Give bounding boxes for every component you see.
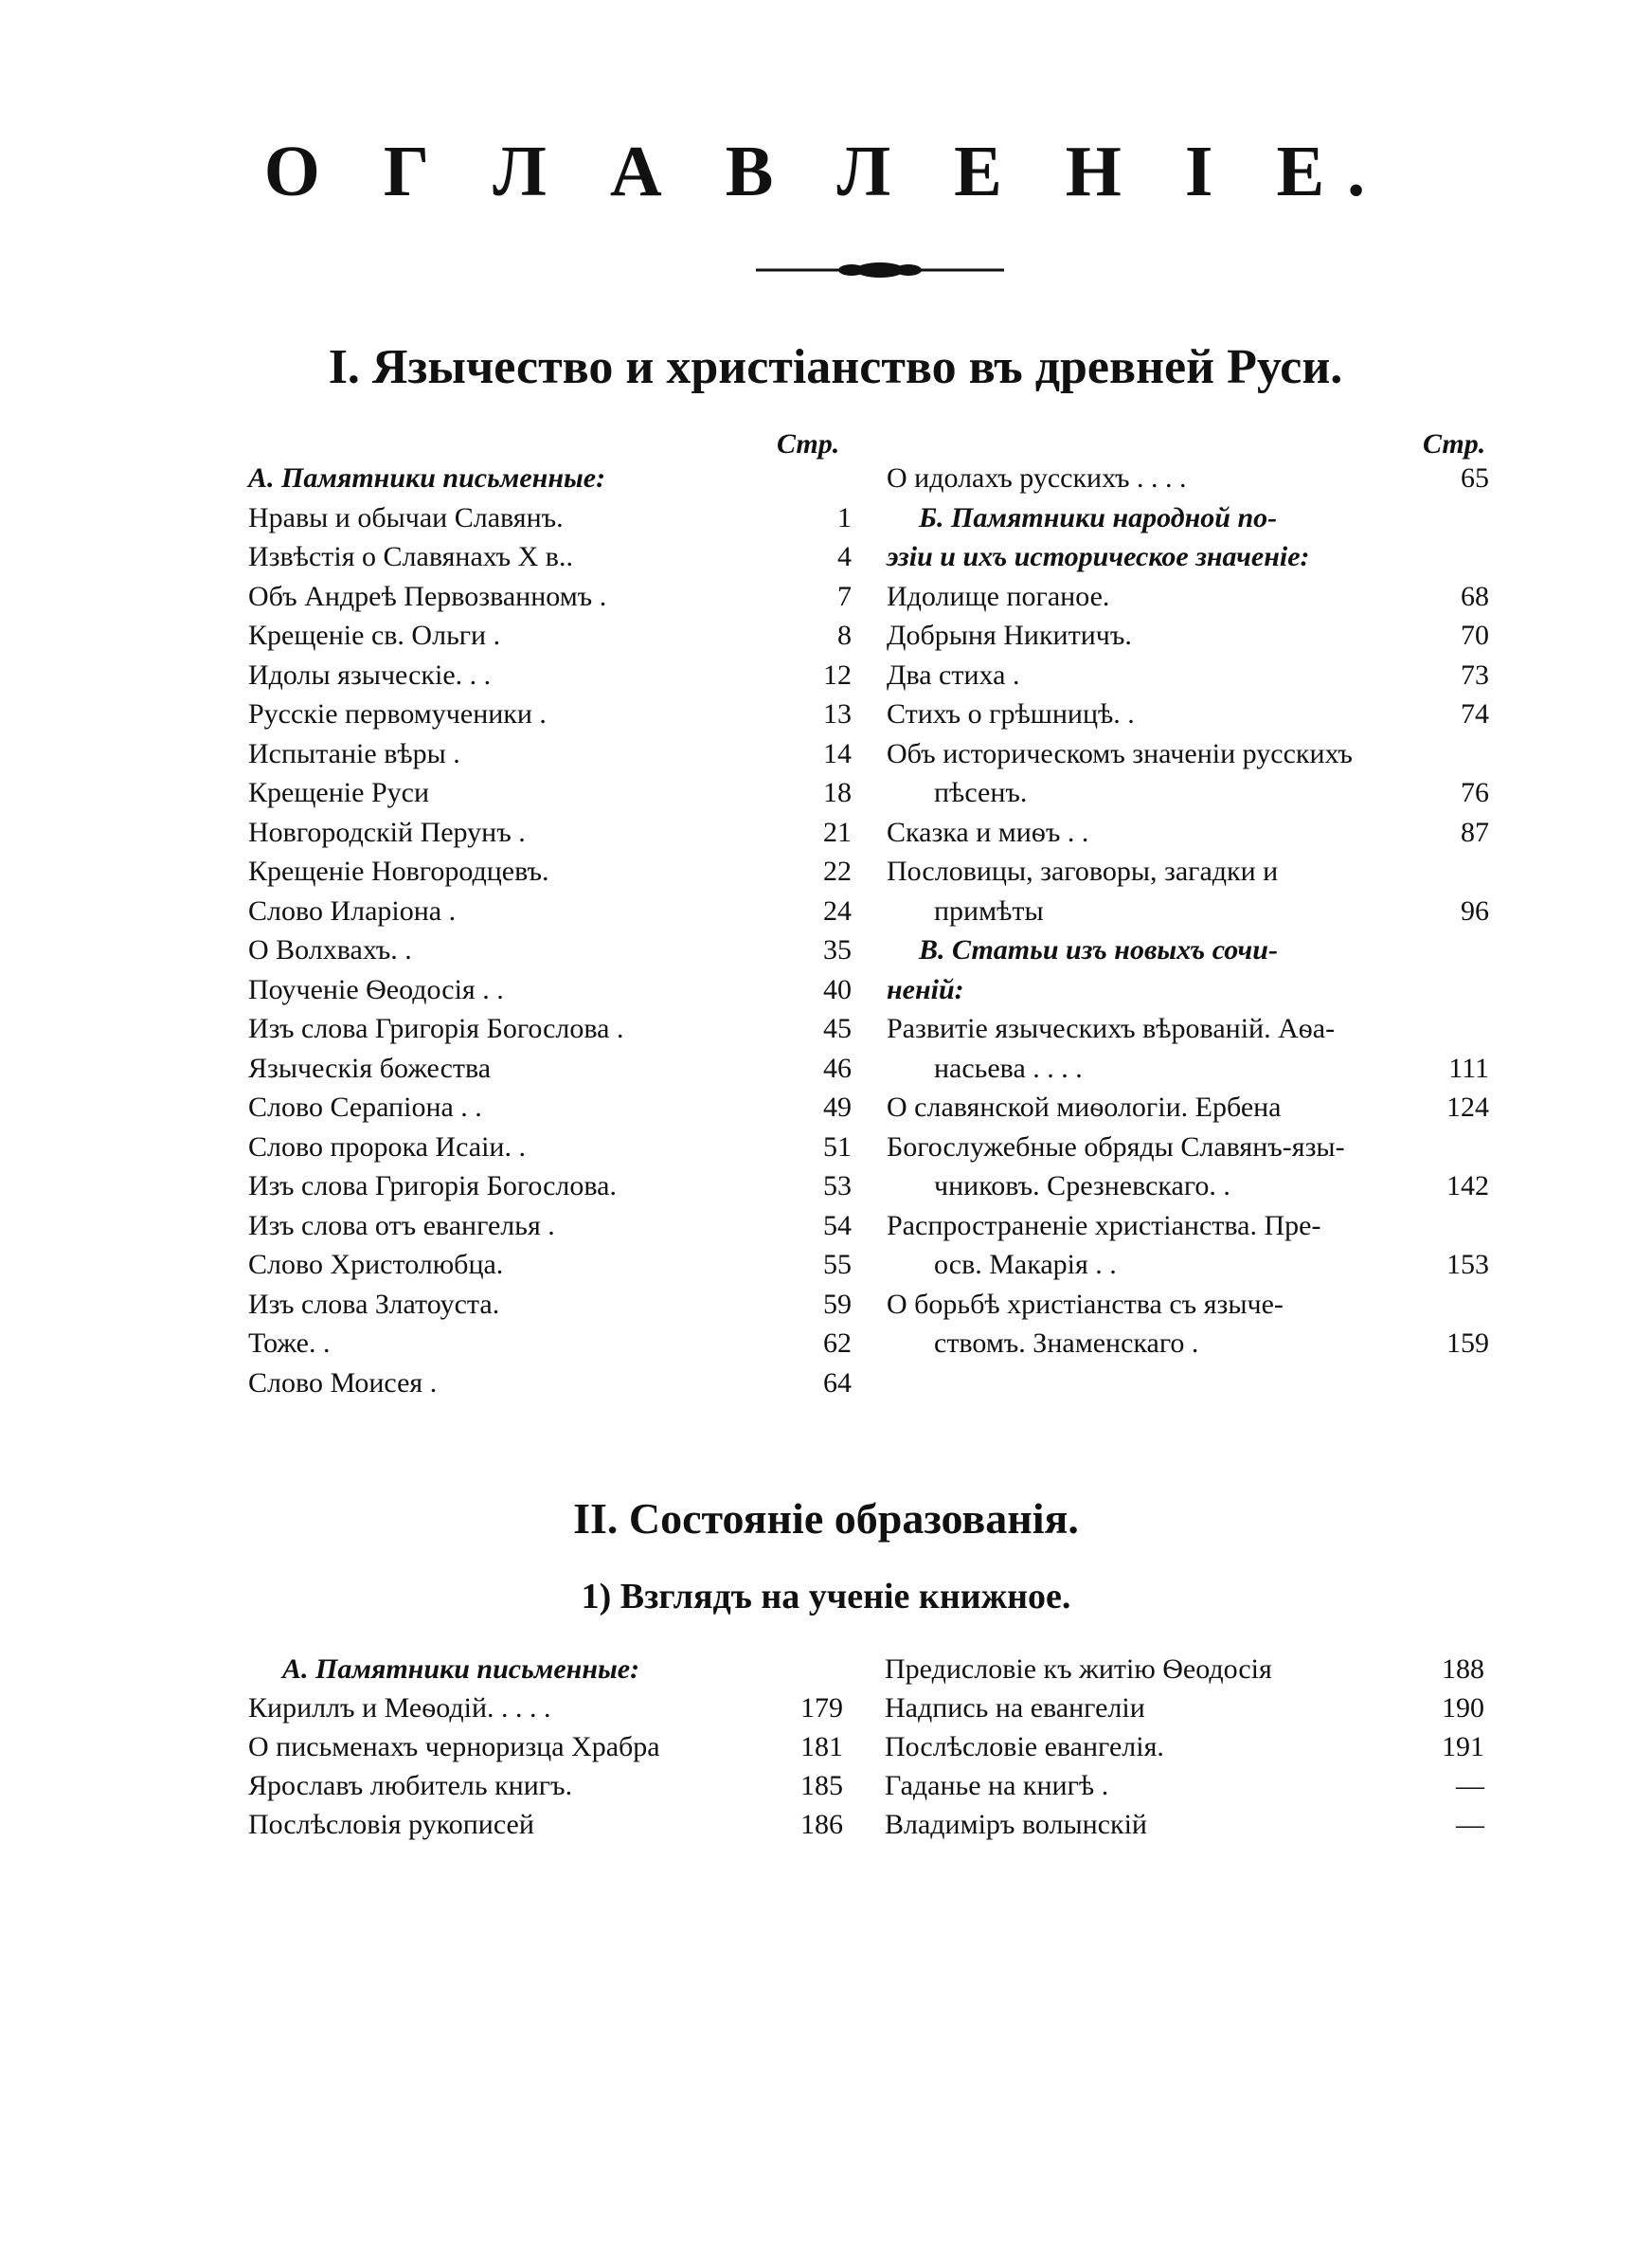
- toc-entry: [248, 656, 852, 695]
- toc-entry-page: 185: [800, 1770, 843, 1801]
- toc-entry-title: Изъ слова отъ евангелья .: [248, 1209, 555, 1241]
- toc-entry-page: 159: [1446, 1327, 1489, 1359]
- toc-entry: [248, 498, 852, 538]
- toc-entry-title: Стихъ о грѣшницѣ. .: [887, 698, 1135, 730]
- toc-entry-title: Объ Андреѣ Первозванномъ .: [248, 580, 607, 612]
- toc-entry: [887, 734, 1489, 774]
- page-title: О Г Л А В Л Е Н І Е.: [263, 132, 1389, 211]
- toc-subheading: [248, 1650, 843, 1688]
- toc-entry-title: О славянской миѳологіи. Ербена: [887, 1092, 1282, 1123]
- toc-entry-title: осв. Макарія . .: [934, 1249, 1117, 1280]
- toc-entry-page: 53: [823, 1170, 852, 1201]
- toc-entry-title: примѣты: [934, 894, 1044, 927]
- toc-entry-title: Испытаніе вѣры .: [248, 737, 460, 769]
- toc-entry: [885, 1766, 1484, 1805]
- toc-entry-page: 124: [1446, 1092, 1489, 1123]
- toc-entry: [885, 1727, 1484, 1766]
- toc-entry-page: 45: [823, 1013, 852, 1044]
- toc-entry-page: 46: [823, 1052, 852, 1084]
- toc-entry: [248, 577, 852, 617]
- toc-entry-title: О письменахъ черноризца Храбра: [248, 1731, 660, 1762]
- toc-entry: [887, 1245, 1489, 1285]
- toc-entry: [248, 1766, 843, 1805]
- toc-entry: [885, 1805, 1484, 1844]
- toc-entry-page: 181: [800, 1731, 843, 1762]
- toc-entry: [887, 1049, 1489, 1089]
- toc-entry-page: 74: [1461, 698, 1489, 730]
- toc-entry: [248, 1805, 843, 1844]
- toc-subheading: [887, 970, 1489, 1010]
- toc-entry-title: Б. Памятники народной по-: [919, 501, 1278, 533]
- toc-entry-title: Идолище поганое.: [887, 580, 1110, 612]
- toc-entry-title: эзіи и ихъ историческое значеніе:: [887, 541, 1310, 572]
- toc-entry: [887, 852, 1489, 892]
- toc-entry-title: Крещеніе Новгородцевъ.: [248, 856, 549, 887]
- toc-entry-title: Объ историческомъ значеніи русскихъ: [887, 737, 1353, 769]
- toc-entry: [248, 970, 852, 1010]
- toc-entry-title: пѣсенъ.: [934, 777, 1028, 808]
- toc-entry-page: 111: [1448, 1052, 1489, 1084]
- toc-entry-page: 7: [837, 580, 852, 612]
- toc-entry: [887, 1206, 1489, 1246]
- toc-entry-page: 188: [1442, 1653, 1484, 1685]
- ornament-divider: [756, 256, 1004, 284]
- toc-entry-page: 24: [823, 894, 852, 927]
- toc-entry-page: 13: [823, 698, 852, 730]
- toc-entry-page: 87: [1461, 816, 1489, 848]
- toc-entry-title: Гаданье на книгѣ .: [885, 1770, 1109, 1801]
- toc-entry-page: —: [1456, 1770, 1484, 1801]
- toc-entry: [248, 1688, 843, 1727]
- toc-entry: [248, 616, 852, 656]
- toc-entry: [248, 1285, 852, 1325]
- toc-entry-page: —: [1456, 1809, 1484, 1840]
- toc-entry: [248, 813, 852, 853]
- toc-entry: [248, 1166, 852, 1206]
- toc-entry-title: Языческія божества: [248, 1052, 492, 1084]
- toc-entry: [887, 459, 1489, 498]
- toc-entry-page: 1: [837, 501, 852, 533]
- toc-entry-page: 76: [1461, 777, 1489, 808]
- toc-entry-page: 142: [1446, 1170, 1489, 1201]
- toc-entry: [887, 1166, 1489, 1206]
- toc-entry-title: Распространеніе христіанства. Пре-: [887, 1209, 1321, 1241]
- toc-entry-title: Извѣстія о Славянахъ X в..: [248, 541, 573, 572]
- toc-entry-title: Кириллъ и Меѳодій. . . . .: [248, 1692, 551, 1724]
- toc-entry: [887, 892, 1489, 931]
- toc-entry-page: 96: [1461, 894, 1489, 927]
- toc-entry-title: Крещеніе Руси: [248, 777, 430, 808]
- toc-subheading: [887, 498, 1489, 538]
- toc-entry: [248, 1727, 843, 1766]
- section2-right-column: [885, 1650, 1484, 1844]
- toc-entry-title: Нравы и обычаи Славянъ.: [248, 501, 564, 533]
- toc-entry: [887, 1285, 1489, 1325]
- toc-entry-page: 8: [837, 620, 852, 651]
- toc-entry-page: 18: [823, 777, 852, 808]
- toc-entry-title: неній:: [887, 973, 964, 1005]
- toc-entry: [248, 695, 852, 734]
- toc-entry-page: 59: [823, 1288, 852, 1320]
- toc-entry: [887, 656, 1489, 695]
- page-column-label-right: Стр.: [1423, 428, 1486, 460]
- toc-entry: [887, 773, 1489, 813]
- toc-entry-title: Поученіе Ѳеодосія . .: [248, 973, 504, 1005]
- toc-entry: [887, 813, 1489, 853]
- toc-entry-title: ствомъ. Знаменскаго .: [934, 1327, 1199, 1359]
- toc-entry-title: Изъ слова Григорія Богослова.: [248, 1170, 617, 1201]
- toc-entry-title: Тоже. .: [248, 1327, 331, 1359]
- toc-entry-page: 51: [823, 1130, 852, 1163]
- toc-entry-page: 186: [800, 1809, 843, 1840]
- toc-entry-title: Идолы языческіе. . .: [248, 659, 492, 691]
- section1-right-column: [887, 459, 1489, 1363]
- toc-entry-page: 14: [823, 737, 852, 769]
- section2-heading: II. Состояніе образованія.: [573, 1494, 1079, 1543]
- toc-entry: [248, 1088, 852, 1128]
- toc-subheading: [887, 537, 1489, 577]
- page-column-label-left: Стр.: [777, 428, 840, 460]
- toc-entry-title: О борьбѣ христіанства съ языче-: [887, 1288, 1284, 1320]
- toc-entry: [887, 1088, 1489, 1128]
- toc-entry-page: 12: [823, 659, 852, 691]
- section2-left-column: [248, 1650, 843, 1844]
- toc-entry-page: 65: [1461, 462, 1489, 494]
- toc-entry-title: Ярославъ любитель книгъ.: [248, 1770, 573, 1801]
- toc-entry: [887, 616, 1489, 656]
- toc-entry-title: Два стиха .: [887, 659, 1020, 691]
- toc-entry: [248, 773, 852, 813]
- toc-entry-title: Развитіе языческихъ вѣрованій. Аѳа-: [887, 1013, 1336, 1044]
- toc-entry-page: 54: [823, 1209, 852, 1241]
- toc-entry-title: В. Статьи изъ новыхъ сочи-: [919, 934, 1278, 966]
- toc-entry-title: Русскіе первомученики .: [248, 698, 547, 730]
- section1-left-column: [248, 459, 852, 1402]
- toc-entry: [248, 1363, 852, 1403]
- toc-entry: [248, 1245, 852, 1285]
- toc-entry-page: 21: [823, 816, 852, 848]
- toc-entry-title: Слово Иларіона .: [248, 894, 457, 927]
- toc-entry: [887, 1009, 1489, 1049]
- toc-entry-title: Изъ слова Златоуста.: [248, 1288, 500, 1320]
- toc-entry-title: насьева . . . .: [934, 1052, 1083, 1084]
- toc-entry-page: 49: [823, 1092, 852, 1123]
- toc-entry: [248, 1206, 852, 1246]
- toc-entry-title: Надпись на евангеліи: [885, 1692, 1145, 1724]
- toc-entry-page: 70: [1461, 620, 1489, 651]
- toc-entry-title: Предисловіе къ житію Ѳеодосія: [885, 1653, 1272, 1685]
- toc-entry: [887, 695, 1489, 734]
- toc-entry: [248, 1324, 852, 1363]
- toc-entry-page: 4: [837, 541, 852, 572]
- toc-entry-title: О идолахъ русскихъ . . . .: [887, 462, 1187, 494]
- toc-entry-title: Крещеніе св. Ольги .: [248, 620, 501, 651]
- toc-entry-page: 73: [1461, 659, 1489, 691]
- toc-entry: [248, 734, 852, 774]
- toc-entry-page: 64: [823, 1366, 852, 1399]
- toc-entry-title: Послѣсловіе евангелія.: [885, 1731, 1164, 1762]
- toc-entry: [248, 537, 852, 577]
- toc-entry: [887, 1324, 1489, 1363]
- toc-entry: [887, 1128, 1489, 1167]
- toc-entry-page: 191: [1442, 1731, 1484, 1762]
- toc-entry: [248, 1128, 852, 1167]
- toc-entry-title: О Волхвахъ. .: [248, 934, 412, 966]
- toc-entry: [248, 852, 852, 892]
- toc-entry: [885, 1688, 1484, 1727]
- toc-entry-title: Пословицы, заговоры, загадки и: [887, 856, 1279, 887]
- toc-entry-title: Новгородскій Перунъ .: [248, 816, 526, 848]
- section2-subheading: 1) Взглядъ на ученіе книжное.: [581, 1577, 1071, 1616]
- toc-entry: [885, 1650, 1484, 1688]
- toc-entry-title: Владиміръ волынскій: [885, 1809, 1147, 1840]
- toc-entry-title: Богослужебные обряды Славянъ-язы-: [887, 1130, 1345, 1163]
- toc-entry-title: А. Памятники письменные:: [248, 462, 606, 494]
- toc-entry-title: Добрыня Никитичъ.: [887, 620, 1132, 651]
- toc-entry-page: 40: [823, 973, 852, 1005]
- toc-entry: [248, 1049, 852, 1089]
- toc-entry-title: А. Памятники письменные:: [282, 1653, 640, 1685]
- toc-entry-title: Слово Серапіона . .: [248, 1092, 482, 1123]
- section1-heading: I. Язычество и христіанство въ древней Руси.: [328, 340, 1343, 394]
- toc-entry-title: Изъ слова Григорія Богослова .: [248, 1013, 624, 1044]
- toc-entry-title: чниковъ. Срезневскаго. .: [934, 1170, 1230, 1201]
- toc-entry-page: 55: [823, 1249, 852, 1280]
- toc-entry: [248, 1009, 852, 1049]
- toc-entry-title: Слово пророка Исаіи. .: [248, 1130, 526, 1163]
- toc-entry-page: 153: [1446, 1249, 1489, 1280]
- toc-entry: [248, 892, 852, 931]
- toc-entry-title: Послѣсловія рукописей: [248, 1809, 534, 1840]
- toc-subheading: [887, 930, 1489, 970]
- toc-subheading: [248, 459, 852, 498]
- toc-entry: [248, 930, 852, 970]
- toc-entry-page: 35: [823, 934, 852, 966]
- toc-entry-page: 22: [823, 856, 852, 887]
- toc-entry-page: 68: [1461, 580, 1489, 612]
- toc-entry-page: 190: [1442, 1692, 1484, 1724]
- toc-entry-page: 179: [800, 1692, 843, 1724]
- toc-entry: [887, 577, 1489, 617]
- toc-entry-title: Сказка и миѳъ . .: [887, 816, 1089, 848]
- toc-entry-page: 62: [823, 1327, 852, 1359]
- toc-entry-title: Слово Моисея .: [248, 1366, 438, 1399]
- toc-entry-title: Слово Христолюбца.: [248, 1249, 504, 1280]
